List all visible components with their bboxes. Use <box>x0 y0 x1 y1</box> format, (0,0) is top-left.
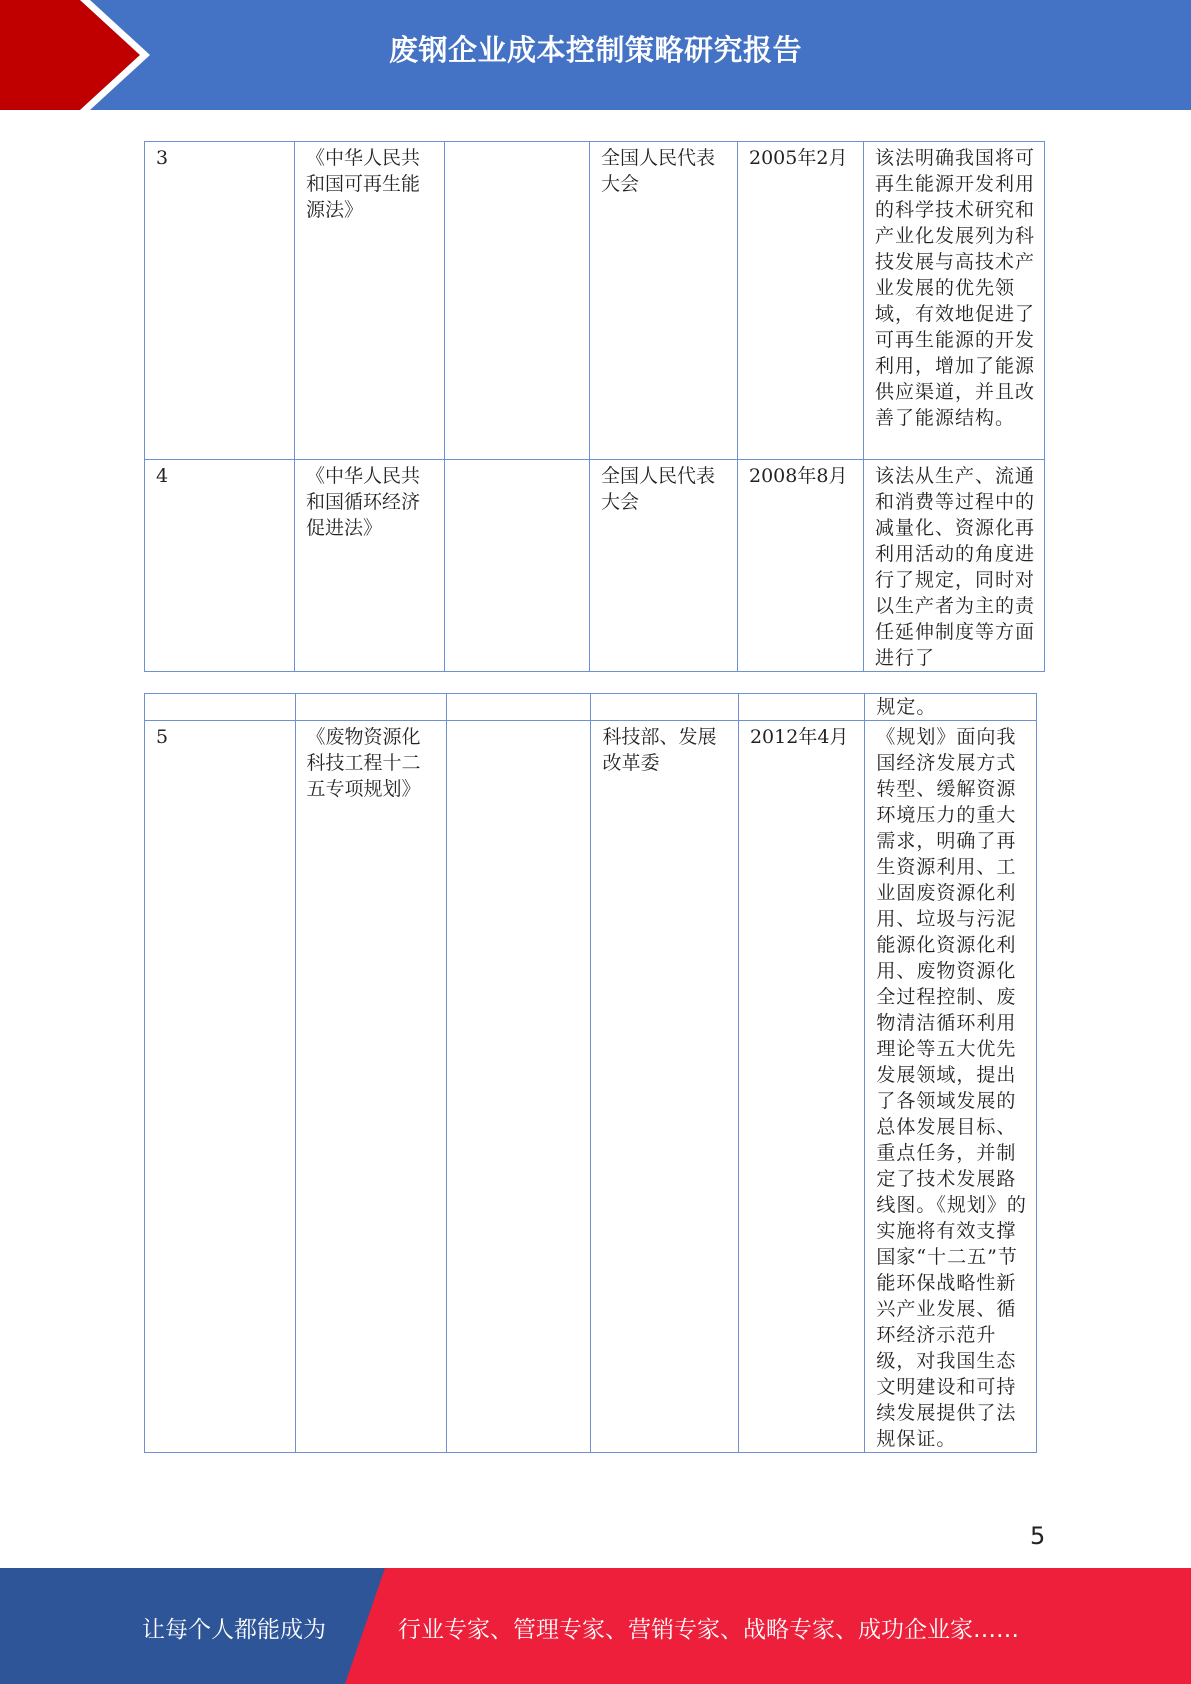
page-footer <box>0 1568 1191 1684</box>
cell-name: 《中华人民共和国可再生能源法》 <box>295 142 445 460</box>
cell-date: 2005年2月 <box>738 142 864 460</box>
cell-description: 规定。 <box>865 694 1037 721</box>
cell-blank <box>445 142 590 460</box>
cell-date: 2012年4月 <box>738 721 864 1453</box>
footer-slogan-left: 让每个人都能成为 <box>142 1617 326 1643</box>
table-row <box>145 721 1037 1453</box>
table-row <box>145 460 1045 672</box>
cell-blank <box>447 694 591 721</box>
cell-name: 《废物资源化科技工程十二五专项规划》 <box>295 721 447 1453</box>
cell-date <box>738 694 864 721</box>
policy-table-part2 <box>144 693 1037 1453</box>
page-title: 废钢企业成本控制策略研究报告 <box>388 33 802 67</box>
table-row-continuation <box>145 694 1037 721</box>
cell-description: 该法明确我国将可再生能源开发利用的科学技术研究和产业化发展列为科技发展与高技术产业发展的优先领域，有效地促进了可再生能源的开发利用，增加了能源供应渠道，并且改善了能源结构。 <box>864 142 1045 460</box>
cell-name: 《中华人民共和国循环经济促进法》 <box>295 460 445 672</box>
cell-name <box>295 694 447 721</box>
cell-number: 5 <box>145 721 296 1453</box>
cell-description: 该法从生产、流通和消费等过程中的减量化、资源化再利用活动的角度进行了规定，同时对以生产者为主的责任延伸制度等方面进行了 <box>864 460 1045 672</box>
cell-number <box>145 694 296 721</box>
page-header <box>0 0 1191 110</box>
cell-number: 3 <box>145 142 295 460</box>
cell-date: 2008年8月 <box>738 460 864 672</box>
policy-table-part1 <box>144 141 1045 672</box>
cell-issuer: 科技部、发展改革委 <box>591 721 738 1453</box>
cell-blank <box>447 721 591 1453</box>
cell-blank <box>445 460 590 672</box>
cell-description: 《规划》面向我国经济发展方式转型、缓解资源环境压力的重大需求，明确了再生资源利用、工业固废资源化利用、垃圾与污泥能源化资源化利用、废物资源化全过程控制、废物清洁循环利用理论等五大优先发展领域，提出了各领域发展的总体发展目标、重点任务，并制定了技术发展路线图。《规划》的实施将有效支撑国家“十二五”节能环保战略性新兴产业发展、循环经济示范升级，对我国生态文明建设和可持续发展提供了法规保证。 <box>865 721 1037 1453</box>
footer-slogan-right: 行业专家、管理专家、营销专家、战略专家、成功企业家…… <box>398 1617 1019 1643</box>
cell-issuer <box>591 694 738 721</box>
cell-issuer: 全国人民代表大会 <box>590 142 738 460</box>
cell-number: 4 <box>145 460 295 672</box>
page-number: 5 <box>1030 1522 1046 1550</box>
table-row <box>145 142 1045 460</box>
cell-issuer: 全国人民代表大会 <box>590 460 738 672</box>
